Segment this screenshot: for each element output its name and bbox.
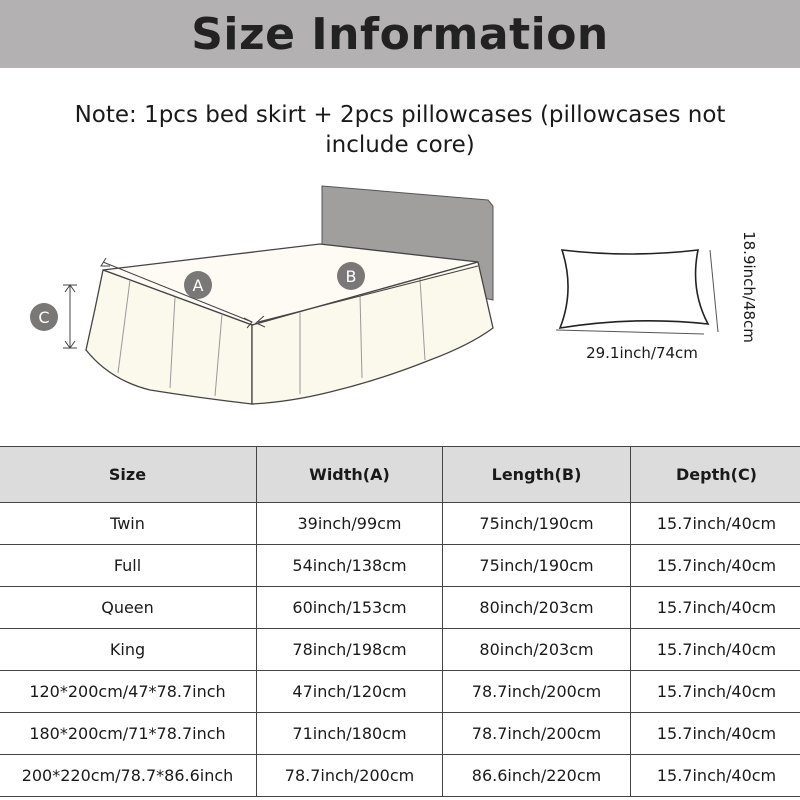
depth-cell: 15.7inch/40cm (631, 629, 800, 671)
note-text: Note: 1pcs bed skirt + 2pcs pillowcases (pillowcases not include core) (74, 102, 726, 158)
header-size: Size (0, 447, 257, 503)
size-cell: King (0, 629, 257, 671)
length-cell: 80inch/203cm (443, 587, 631, 629)
table-header-row (0, 447, 800, 503)
width-cell: 47inch/120cm (257, 671, 443, 713)
width-cell: 60inch/153cm (257, 587, 443, 629)
size-table (0, 446, 800, 797)
depth-cell: 15.7inch/40cm (631, 503, 800, 545)
length-cell: 75inch/190cm (443, 503, 631, 545)
label-a: A (192, 276, 204, 295)
size-cell: 200*220cm/78.7*86.6inch (0, 755, 257, 797)
table-row (0, 503, 800, 545)
table-row (0, 545, 800, 587)
table-row (0, 629, 800, 671)
pillow-height-label: 18.9inch/48cm (740, 231, 758, 343)
header-depth: Depth(C) (631, 447, 800, 503)
length-cell: 78.7inch/200cm (443, 713, 631, 755)
header-width: Width(A) (257, 447, 443, 503)
size-cell: Twin (0, 503, 257, 545)
table-row (0, 755, 800, 797)
table-row (0, 671, 800, 713)
size-cell: Queen (0, 587, 257, 629)
width-cell: 78.7inch/200cm (257, 755, 443, 797)
depth-cell: 15.7inch/40cm (631, 587, 800, 629)
header-length: Length(B) (443, 447, 631, 503)
width-cell: 71inch/180cm (257, 713, 443, 755)
pillow-width-label: 29.1inch/74cm (586, 344, 698, 362)
length-cell: 78.7inch/200cm (443, 671, 631, 713)
page-title: Size Information (191, 8, 609, 60)
size-cell: 120*200cm/47*78.7inch (0, 671, 257, 713)
size-cell: 180*200cm/71*78.7inch (0, 713, 257, 755)
depth-cell: 15.7inch/40cm (631, 545, 800, 587)
header-banner (0, 0, 800, 68)
length-cell: 80inch/203cm (443, 629, 631, 671)
table-row (0, 587, 800, 629)
length-cell: 86.6inch/220cm (443, 755, 631, 797)
depth-cell: 15.7inch/40cm (631, 713, 800, 755)
table-row (0, 713, 800, 755)
width-cell: 78inch/198cm (257, 629, 443, 671)
bed-diagram (0, 170, 800, 430)
label-c: C (38, 308, 50, 327)
width-cell: 39inch/99cm (257, 503, 443, 545)
depth-cell: 15.7inch/40cm (631, 755, 800, 797)
length-cell: 75inch/190cm (443, 545, 631, 587)
depth-cell: 15.7inch/40cm (631, 671, 800, 713)
pillow-outline (560, 250, 708, 328)
width-cell: 54inch/138cm (257, 545, 443, 587)
label-b: B (345, 267, 357, 286)
size-cell: Full (0, 545, 257, 587)
